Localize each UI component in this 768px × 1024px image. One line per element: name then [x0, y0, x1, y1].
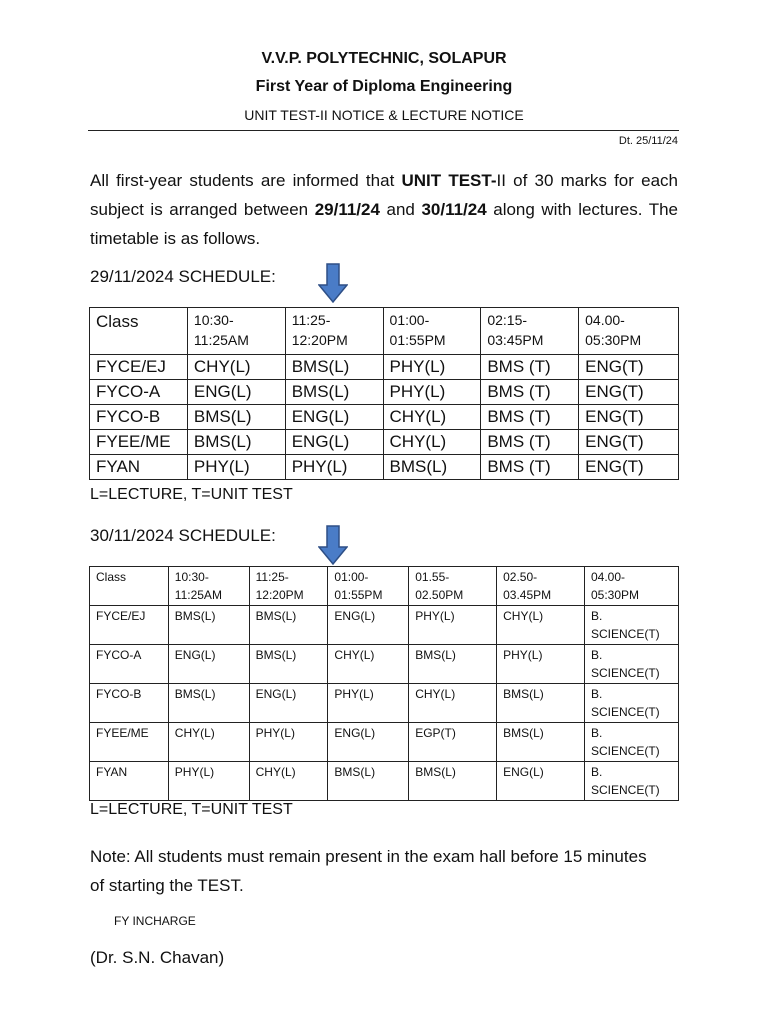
schedule1-title: 29/11/2024 SCHEDULE:	[90, 267, 276, 286]
header-cell: 01:00- 01:55PM	[383, 308, 481, 355]
subject-cell: BMS(L)	[409, 762, 497, 801]
subject-cell: PHY(L)	[285, 455, 383, 480]
table-row	[90, 380, 679, 405]
notice-date: Dt. 25/11/24	[618, 135, 678, 147]
schedule2-table	[89, 566, 679, 801]
subject-cell: BMS(L)	[249, 606, 328, 645]
subject-cell: PHY(L)	[249, 723, 328, 762]
header-cell: Class	[90, 567, 169, 606]
intro-text-3: and	[379, 200, 422, 219]
table-row	[90, 355, 679, 380]
subject-cell: ENG(T)	[579, 455, 679, 480]
intro-text-1: All first-year students are informed that	[90, 171, 402, 190]
subject-cell: ENG(T)	[579, 405, 679, 430]
header-cell: 10:30- 11:25AM	[187, 308, 285, 355]
subject-cell: CHY(L)	[328, 645, 409, 684]
institute-name: V.V.P. POLYTECHNIC, SOLAPUR	[261, 50, 507, 67]
class-cell: FYCO-B	[90, 405, 188, 430]
subject-cell: ENG(T)	[579, 355, 679, 380]
subject-cell: BMS (T)	[481, 355, 579, 380]
subject-cell: PHY(L)	[383, 380, 481, 405]
header-cell: 11:25- 12:20PM	[249, 567, 328, 606]
course-title: First Year of Diploma Engineering	[255, 78, 513, 95]
class-cell: FYEE/ME	[90, 723, 169, 762]
subject-cell: PHY(L)	[497, 645, 585, 684]
subject-cell: B. SCIENCE(T)	[585, 606, 679, 645]
subject-cell: BMS(L)	[409, 645, 497, 684]
table-row	[90, 684, 679, 723]
subject-cell: B. SCIENCE(T)	[585, 645, 679, 684]
subject-cell: BMS (T)	[481, 455, 579, 480]
subject-cell: CHY(L)	[168, 723, 249, 762]
table-row	[90, 645, 679, 684]
subject-cell: BMS(L)	[187, 405, 285, 430]
header-cell: 01.55- 02.50PM	[409, 567, 497, 606]
subject-cell: BMS(L)	[285, 355, 383, 380]
class-cell: FYAN	[90, 455, 188, 480]
intro-bold-unit-test: UNIT TEST-	[401, 171, 497, 190]
schedule1-table	[89, 307, 679, 480]
subject-cell: CHY(L)	[249, 762, 328, 801]
subject-cell: ENG(T)	[579, 380, 679, 405]
subject-cell: PHY(L)	[187, 455, 285, 480]
table-row	[90, 762, 679, 801]
subject-cell: EGP(T)	[409, 723, 497, 762]
header-cell: 02.50- 03.45PM	[497, 567, 585, 606]
subject-cell: CHY(L)	[409, 684, 497, 723]
intro-text-2: II of 30 marks for each subject is arranged between	[90, 171, 678, 219]
table-row	[90, 430, 679, 455]
intro-paragraph	[90, 166, 678, 253]
subject-cell: PHY(L)	[168, 762, 249, 801]
class-cell: FYEE/ME	[90, 430, 188, 455]
class-cell: FYCO-A	[90, 645, 169, 684]
subject-cell: B. SCIENCE(T)	[585, 762, 679, 801]
header-cell: 01:00- 01:55PM	[328, 567, 409, 606]
subject-cell: ENG(L)	[497, 762, 585, 801]
subject-cell: B. SCIENCE(T)	[585, 723, 679, 762]
schedule1-legend: L=LECTURE, T=UNIT TEST	[90, 486, 293, 503]
class-cell: FYCE/EJ	[90, 355, 188, 380]
subject-cell: BMS(L)	[328, 762, 409, 801]
subject-cell: BMS(L)	[285, 380, 383, 405]
header-cell: 11:25- 12:20PM	[285, 308, 383, 355]
incharge-label: FY INCHARGE	[114, 914, 196, 928]
header-divider	[88, 130, 679, 131]
subject-cell: CHY(L)	[187, 355, 285, 380]
subject-cell: ENG(L)	[285, 405, 383, 430]
subject-cell: ENG(L)	[187, 380, 285, 405]
subject-cell: ENG(L)	[285, 430, 383, 455]
table-row	[90, 606, 679, 645]
subject-cell: CHY(L)	[383, 430, 481, 455]
subject-cell: BMS(L)	[187, 430, 285, 455]
class-cell: FYCO-A	[90, 380, 188, 405]
subject-cell: B. SCIENCE(T)	[585, 684, 679, 723]
subject-cell: BMS (T)	[481, 380, 579, 405]
signatory-name: (Dr. S.N. Chavan)	[90, 948, 225, 967]
subject-cell: BMS (T)	[481, 405, 579, 430]
subject-cell: ENG(L)	[168, 645, 249, 684]
notice-subtitle: UNIT TEST-II NOTICE & LECTURE NOTICE	[244, 107, 524, 123]
table-row	[90, 723, 679, 762]
header-cell: 04.00- 05:30PM	[585, 567, 679, 606]
header-cell: 10:30- 11:25AM	[168, 567, 249, 606]
down-arrow-icon	[318, 263, 348, 303]
header-cell: Class	[90, 308, 188, 355]
intro-bold-end-date: 30/11/24	[421, 200, 487, 219]
schedule2-title: 30/11/2024 SCHEDULE:	[90, 526, 276, 545]
subject-cell: BMS(L)	[168, 684, 249, 723]
intro-bold-start-date: 29/11/24	[314, 200, 380, 219]
class-cell: FYCO-B	[90, 684, 169, 723]
subject-cell: BMS(L)	[168, 606, 249, 645]
table-row	[90, 405, 679, 430]
subject-cell: BMS(L)	[383, 455, 481, 480]
subject-cell: ENG(T)	[579, 430, 679, 455]
class-cell: FYCE/EJ	[90, 606, 169, 645]
subject-cell: PHY(L)	[383, 355, 481, 380]
table-header-row	[90, 567, 679, 606]
subject-cell: CHY(L)	[497, 606, 585, 645]
subject-cell: PHY(L)	[409, 606, 497, 645]
table-header-row	[90, 308, 679, 355]
subject-cell: BMS(L)	[249, 645, 328, 684]
subject-cell: ENG(L)	[249, 684, 328, 723]
header-cell: 04.00- 05:30PM	[579, 308, 679, 355]
subject-cell: BMS(L)	[497, 684, 585, 723]
subject-cell: CHY(L)	[383, 405, 481, 430]
subject-cell: BMS (T)	[481, 430, 579, 455]
header-cell: 02:15- 03:45PM	[481, 308, 579, 355]
schedule2-legend: L=LECTURE, T=UNIT TEST	[90, 801, 293, 818]
exam-note: Note: All students must remain present in the exam hall before 15 minutes of starting the TEST.	[90, 847, 647, 895]
table-row	[90, 455, 679, 480]
subject-cell: ENG(L)	[328, 606, 409, 645]
class-cell: FYAN	[90, 762, 169, 801]
subject-cell: ENG(L)	[328, 723, 409, 762]
intro-text-4: along with lectures. The timetable is as follows.	[90, 200, 678, 248]
down-arrow-icon	[318, 525, 348, 565]
subject-cell: BMS(L)	[497, 723, 585, 762]
subject-cell: PHY(L)	[328, 684, 409, 723]
